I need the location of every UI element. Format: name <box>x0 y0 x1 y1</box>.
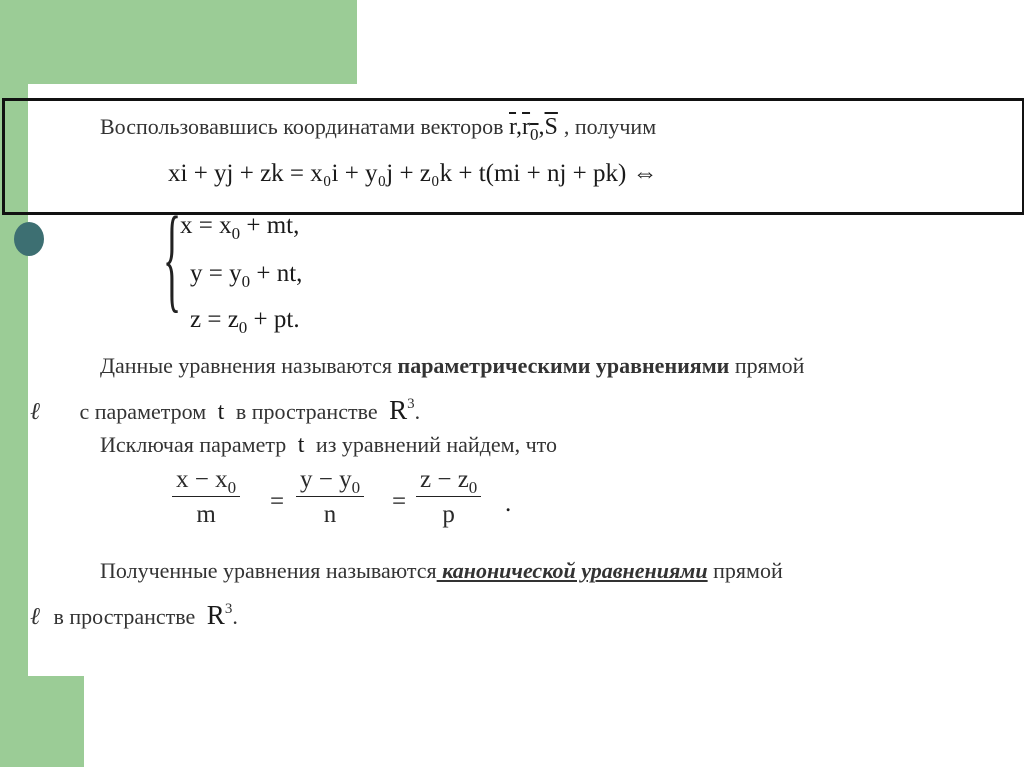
vector-r0-sub: 0 <box>530 125 539 144</box>
para3-end: прямой <box>707 558 783 583</box>
paragraph-canonical-cont <box>30 600 238 631</box>
para1-end: прямой <box>729 353 805 378</box>
dot: . <box>414 399 421 424</box>
para1b-text: с параметром <box>79 399 207 424</box>
space-R-sup: 3 <box>407 396 415 412</box>
intro-text: Воспользовавшись координатами векторов <box>100 114 504 139</box>
comma: , <box>516 114 523 140</box>
fraction-y-den: n <box>323 501 337 528</box>
paragraph-canonical <box>100 558 783 584</box>
para1-start: Данные уравнения называются <box>100 353 398 378</box>
fraction-x <box>172 466 240 529</box>
vector-r0 <box>522 114 539 144</box>
para2-text2: из уравнений найдем, что <box>315 432 557 457</box>
fraction-y <box>296 466 364 529</box>
vector-equation: xi + yj + zk = x₀i + y₀j + z₀k + t(mi + nj + pk) ⇔ <box>168 160 658 187</box>
decor-circle <box>14 222 44 256</box>
vector-r0-base: r <box>522 114 531 140</box>
fraction-x-den: m <box>196 501 216 528</box>
space-R: R <box>389 395 408 425</box>
system-line-x <box>180 212 300 243</box>
fz-num: z − z <box>420 466 469 493</box>
para3-bold: канонической уравнениями <box>436 558 708 583</box>
sys-x-sub: 0 <box>231 224 241 243</box>
line-symbol-2: ℓ <box>30 604 40 630</box>
equals-1: = <box>270 488 285 515</box>
system-line-y <box>190 260 303 291</box>
sys-z-left: z = z <box>190 306 239 333</box>
green-accent-bottom <box>0 676 84 767</box>
green-accent-top <box>0 0 357 84</box>
comma: , <box>538 114 545 140</box>
vector-list <box>509 114 564 144</box>
sys-y-left: y = y <box>190 260 242 287</box>
param-t: t <box>217 399 225 425</box>
fx-sub: 0 <box>227 478 237 497</box>
equals-2: = <box>392 488 407 515</box>
fy-sub: 0 <box>351 478 361 497</box>
space-R-sup-2: 3 <box>224 601 233 617</box>
system-brace: { <box>163 192 182 323</box>
fraction-z <box>416 466 481 529</box>
sys-z-sub: 0 <box>238 318 248 337</box>
paragraph-exclude <box>100 432 557 459</box>
paragraph-parametric-cont <box>30 395 420 426</box>
fy-num: y − y <box>300 466 352 493</box>
sys-y-tail: + nt, <box>250 260 303 287</box>
fraction-x-num <box>172 466 240 497</box>
param-t-2: t <box>297 432 305 458</box>
fz-sub: 0 <box>468 478 478 497</box>
intro-tail: , получим <box>563 114 657 139</box>
para2-text: Исключая параметр <box>100 432 287 457</box>
space-R-2: R <box>206 600 225 630</box>
fx-num: x − x <box>176 466 228 493</box>
sys-x-left: x = x <box>180 212 232 239</box>
fraction-z-den: p <box>442 501 455 528</box>
fraction-dot: . <box>505 490 512 517</box>
sys-y-sub: 0 <box>241 272 251 291</box>
dot-2: . <box>232 604 238 629</box>
fraction-z-num <box>416 466 481 497</box>
para3-start: Полученные уравнения называются <box>100 558 437 583</box>
fraction-y-num <box>296 466 364 497</box>
vector-r: $\overline{r}$ <box>509 114 517 140</box>
para1b-text2: в пространстве <box>235 399 378 424</box>
paragraph-parametric <box>100 353 804 379</box>
para3b-text: в пространстве <box>53 604 196 629</box>
line-symbol: ℓ <box>30 399 40 425</box>
intro-line <box>100 114 657 144</box>
sys-z-tail: + pt. <box>247 306 300 333</box>
system-line-z <box>190 306 300 337</box>
sys-x-tail: + mt, <box>240 212 300 239</box>
para1-bold: параметрическими уравнениями <box>397 353 730 378</box>
vector-s: $\overline{S}$ <box>544 114 558 140</box>
